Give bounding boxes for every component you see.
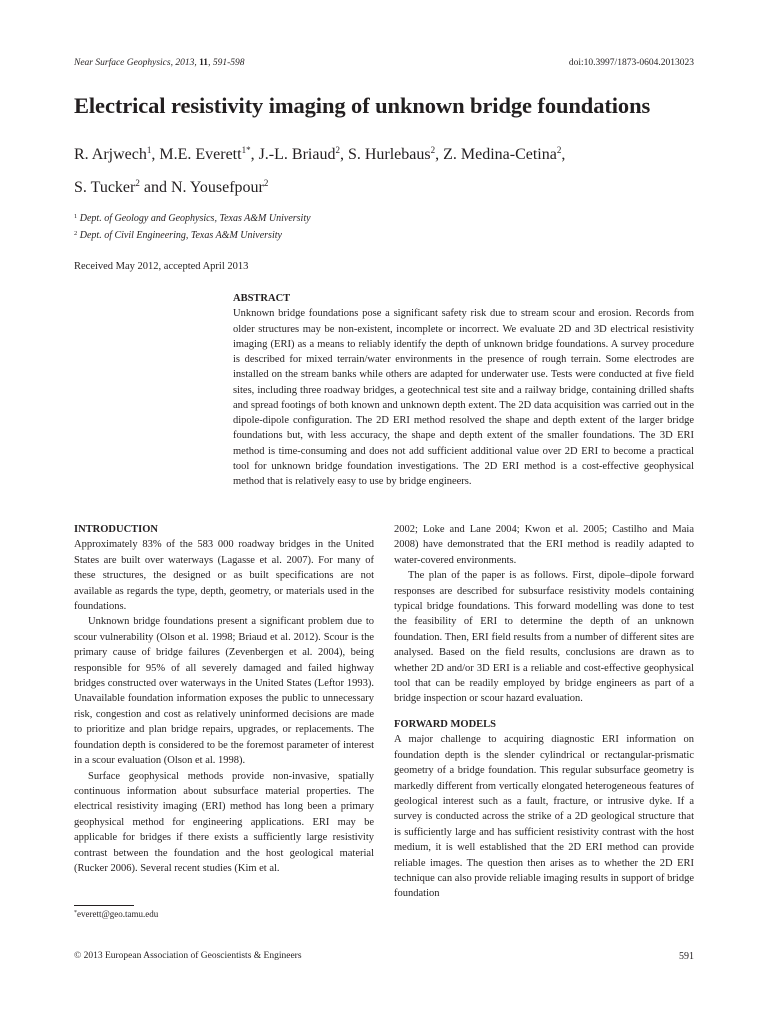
paragraph: Surface geophysical methods provide non-invasive, spatially continuous information about subsurface material properties. The electrical resistivity imaging (ERI) method has long been a primary geophysical method for engineering applications. ERI may be applicable for bridges if there exists a sufficiently large resistivity contrast between the foundation and the host geological material (Rucker 2006). Several recent studies (Kim et al. [74,770,374,874]
author-affiliation-mark: 2 [556,145,562,155]
footnote [74,909,158,919]
authors-line-2 [74,179,268,197]
author-name: R. Arjwech [74,146,147,163]
paragraph: Approximately 83% of the 583 000 roadway bridges in the United States are built over waterways (Lagasse et al. 2007). For many of these structures, the designed or as built specifications are not available as regards the type, depth, geometry, or materials used in the foundations. [74,539,374,613]
author-affiliation-mark: 2 [263,178,269,188]
paper-title: Electrical resistivity imaging of unknown bridge foundations [74,93,651,118]
footnote-divider [74,905,134,906]
copyright: © 2013 European Association of Geoscientists & Engineers [74,951,302,961]
journal-volume: 11 [199,58,209,68]
authors-line-1 [74,146,565,164]
paragraph: 2002; Loke and Lane 2004; Kwon et al. 2005; Castilho and Maia 2008) have demonstrated that the ERI method is readily adapted to water-covered environments. [394,524,694,566]
abstract-heading: ABSTRACT [233,293,291,304]
page-number: 591 [679,951,694,962]
affiliation-number: 1 [74,213,78,220]
section-heading-forward-models: FORWARD MODELS [394,718,497,730]
journal-citation [74,58,244,68]
author-name: , J.-L. Briaud [250,146,336,163]
right-column [394,522,694,902]
footnote-mark: * [74,910,77,916]
abstract [233,291,694,489]
author-affiliation-mark: 2 [430,145,436,155]
author-affiliation-mark: 2 [135,178,140,188]
affiliation-number: 2 [74,230,78,237]
abstract-text: Unknown bridge foundations pose a significant safety risk due to stream scour and erosion. Records from older structures may be non-existent, incomplete or incorrect. We evaluate 2D and 3D electrical resistivity imaging (ERI) as a means to reliably identify the depth of unknown bridge foundations. A survey procedure is described for mixed terrain/water environments in the presence of rough terrain. Some electrodes are installed on the stream banks while others are adapted for underwater use. Tests were conducted at five field sites, including three roadway bridges, a geotechnical test site and a railway bridge, containing drilled shafts and spread footings of both known and unknown depth extent. The 2D data acquisition was carried out in the dipole-dipole configuration. The 2D ERI method resolved the shape and depth extent of the larger bridge foundations but, with less accuracy, the shape and depth extent of the smaller foundations. The 3D ERI method is time-consuming and does not add sufficient additional value over 2D ERI to become a practical tool for unknown bridge foundation investigations. The 2D ERI method is a cost-effective geophysical method that is relatively easy to use by bridge engineers. [233,308,694,487]
section-heading-introduction: INTRODUCTION [74,524,159,535]
footnote-email[interactable]: everett@geo.tamu.edu [77,909,159,919]
affiliation-text: Dept. of Geology and Geophysics, Texas A&M University [77,213,311,224]
author-affiliation-mark: 2 [335,145,340,155]
paragraph: A major challenge to acquiring diagnostic ERI information on foundation depth is the slender cylindrical or rectangular-prismatic geometry of a bridge foundation. This regular subsurface geometry is markedly different from vertically elongated heterogeneous features of geological interest such as a fault, fracture, or intrusive dyke. If a survey is conducted across the strike of a 2D geological structure that is sufficiently large and has sufficient resistivity contrast with the host medium, it is well established that the 2D ERI method can provide reliable images. The question then arises as to whether the 2D ERI technique can also provide reliable imaging results in support of bridge foundation [394,734,694,900]
received-date: Received May 2012, accepted April 2013 [74,261,249,272]
author-name: and N. Yousefpour [139,179,264,196]
journal-pages: , 591-598 [208,58,245,68]
author-affiliation-mark: 1* [241,145,251,155]
author-name: , M.E. Everett [151,146,242,163]
left-column [74,522,374,876]
doi[interactable]: doi:10.3997/1873-0604.2013023 [568,58,694,68]
author-name: , Z. Medina-Cetina [435,146,557,163]
author-separator: , [561,146,566,163]
affiliation-2 [74,230,282,241]
affiliation-1 [74,213,311,224]
paragraph: Unknown bridge foundations present a significant problem due to scour vulnerability (Olson et al. 1998; Briaud et al. 2012). Scour is the primary cause of bridge failures (Zevenbergen et al. 2004), being responsible for 95% of all severely damaged and failed highway bridges constructed over waterways in the United States (Leftor 1993). Unavailable foundation information exposes the public to unnecessary risk, congestion and cost as relatively uninformed decisions are made to prioritize and plan bridge repairs, upgrades, or replacements. The foundation depth is considered to be the foremost parameter of interest in a scour evaluation (Olson et al. 1998). [74,616,374,767]
journal-name: Near Surface Geophysics, 2013, [74,58,200,68]
paragraph: The plan of the paper is as follows. First, dipole–dipole forward responses are described for subsurface resistivity models containing typical bridge foundations. This forward modelling was done to test the feasibility of ERI to determine the depth of an unknown foundation. Then, ERI field results from a number of different sites are analysed. Based on the field results, conclusions are drawn as to whether 2D and/or 3D ERI is a reliable and cost-effective geophysical tool that can be readily employed by bridge engineers as part of a bridge inspection or scour hazard evaluation. [394,570,694,705]
author-name: , S. Hurlebaus [339,146,431,163]
affiliation-text: Dept. of Civil Engineering, Texas A&M University [77,230,282,241]
author-name: S. Tucker [74,179,136,196]
author-affiliation-mark: 1 [146,145,152,155]
